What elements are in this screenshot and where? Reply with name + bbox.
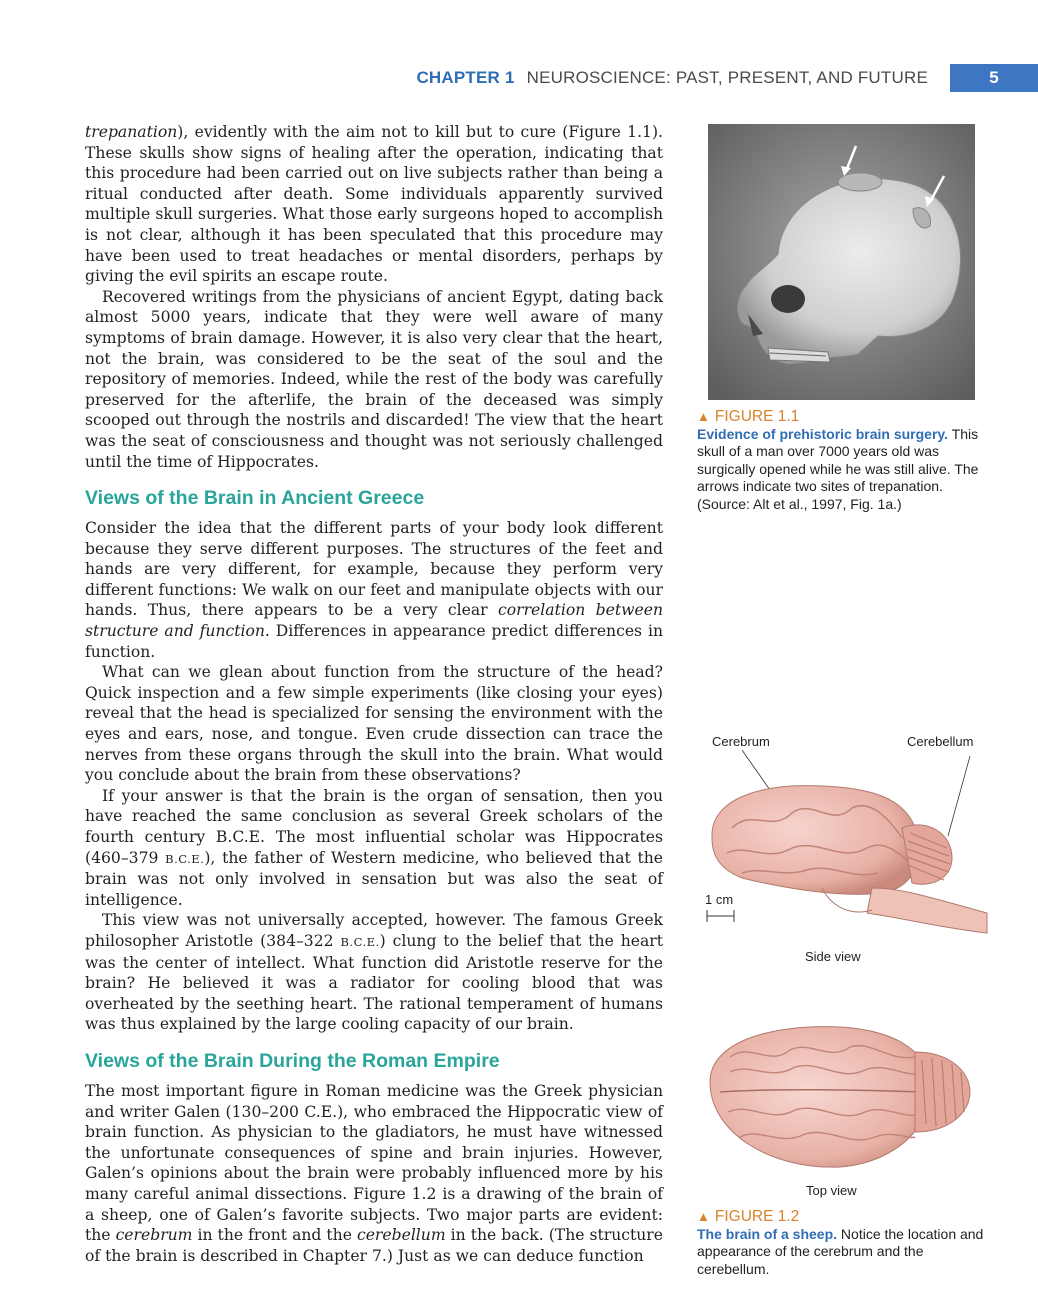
figure-2-caption (697, 1208, 997, 1278)
paragraph-text: . Differences in appearance predict differences in function. (85, 622, 663, 661)
caption-body (697, 426, 997, 514)
paragraph (85, 910, 663, 1035)
figure-number: FIGURE 1.1 (714, 408, 800, 425)
caption-title: Evidence of prehistoric brain surgery. (697, 425, 949, 442)
side-view-label: Side view (805, 949, 861, 964)
page-number: 5 (950, 64, 1038, 92)
paragraph: Recovered writings from the physicians of ancient Egypt, dating back almost 5000 years, indicate that they were well aware of many symptoms of brain damage. However, it is also very clear that the heart, not the brain, was considered to be the seat of the soul and the repository of memories. Indeed, while the rest of the body was carefully preserved for the afterlife, the brain of the deceased was simply scooped out through the nostrils and discarded! The view that the heart was the seat of consciousness and thought was not seriously challenged until the time of Hippocrates. (85, 287, 663, 471)
section-heading: Views of the Brain in Ancient Greece (85, 487, 425, 510)
italic-term: cerebellum (356, 1226, 446, 1245)
chapter-label: CHAPTER 1 (416, 68, 515, 87)
figure-label (697, 1208, 997, 1226)
figure-1-caption (697, 408, 997, 513)
paragraph-text: ) clung to the belief that the heart was the center of intellect. What function did Aristotle reserve for the brain? He believed it was a radiator for cooling blood that was overheated by the seething heart. The rational temperament of humans was thus explained by the large cooling capacity of our brain. (85, 931, 663, 1034)
caption-body (697, 1226, 997, 1279)
section-heading: Views of the Brain During the Roman Empire (85, 1049, 500, 1072)
paragraph (85, 786, 663, 911)
small-caps-era: B.C.E. (165, 851, 205, 866)
sheep-brain-top-view (700, 1012, 990, 1187)
label-cerebrum: Cerebrum (712, 734, 770, 749)
caption-title: The brain of a sheep. (697, 1225, 838, 1242)
italic-term: correlation between structure and function (85, 601, 663, 641)
top-view-label: Top view (806, 1183, 857, 1198)
triangle-icon: ▲ (697, 1209, 710, 1224)
paragraph-text: Consider the idea that the different parts of your body look different because they serve different purposes. The structures of the feet and hands are very different, for example, because they perform very different functions: We walk on our feet and manipulate objects with our hands. Thus, there appears to be a very clear (85, 519, 663, 620)
scale-bar-label: 1 cm (705, 892, 734, 907)
sheep-brain-side-view (702, 738, 992, 938)
paragraph (85, 518, 663, 662)
paragraph-text: ), the father of Western medicine, who believed that the brain was not only involved in sensation but was also the seat of intelligence. (85, 848, 663, 909)
figure-label (697, 408, 997, 426)
italic-term: cerebrum (115, 1226, 193, 1245)
caption-text: This skull of a man over 7000 years old was surgically opened while he was still alive. The arrows indicate two sites of trepanation. (Source: Alt et al., 1997, Fig. 1a.) (697, 425, 979, 512)
running-header (0, 64, 1038, 92)
paragraph (85, 1081, 663, 1266)
chapter-title: NEUROSCIENCE: PAST, PRESENT, AND FUTURE (526, 68, 928, 87)
paragraph-text: This view was not universally accepted, however. The famous Greek philosopher Aristotle (384–322 (85, 911, 663, 950)
italic-term: trepanation (85, 123, 178, 141)
paragraph-text: in the front and the (192, 1226, 357, 1245)
small-caps-era: B.C.E. (340, 934, 380, 949)
caption-text: Notice the location and appearance of the cerebrum and the cerebellum. (697, 1225, 984, 1277)
skull-photo (708, 124, 975, 400)
triangle-icon: ▲ (697, 409, 710, 424)
paragraph-text: The most important figure in Roman medicine was the Greek physician and writer Galen (130–200 C.E.), who embraced the Hippocratic view of brain function. As physician to the gladiators, he must have witnessed the unfortunate consequences of spine and brain injuries. However, Galen’s opinions about the brain were probably influenced more by his many careful animal dissections. Figure 1.2 is a drawing of the brain of a sheep, one of Galen’s favorite subjects. Two major parts are evident: the (85, 1081, 663, 1245)
main-text-column (85, 122, 663, 1266)
figure-number: FIGURE 1.2 (714, 1208, 800, 1225)
paragraph-text: If your answer is that the brain is the organ of sensation, then you have reached the same conclusion as several Greek scholars of the fourth century B.C.E. The most influential scholar was Hippocrates (460–379 (85, 786, 663, 867)
paragraph-text: in the back. (The structure of the brain is described in Chapter 7.) Just as we can deduce function (85, 1226, 663, 1265)
paragraph: What can we glean about function from the structure of the head? Quick inspection and a few simple experiments (like closing your eyes) reveal that the head is specialized for sensing the environment with the eyes and ears, nose, and tongue. Even crude dissection can trace the nerves from these organs through the skull into the brain. What would you conclude about the brain from these observations? (85, 663, 663, 785)
paragraph (85, 122, 663, 287)
chapter-heading (416, 68, 928, 88)
label-cerebellum: Cerebellum (907, 734, 974, 749)
paragraph-text: ), evidently with the aim not to kill but to cure (Figure 1.1). These skulls show signs of healing after the operation, indicating that this procedure had been carried out on live subjects rather than being a ritual conducted after death. Some individuals apparently survived multiple skull surgeries. What those early surgeons hoped to accomplish is not clear, although it has been speculated that this procedure may have been used to treat headaches or mental disorders, perhaps by giving the evil spirits an escape route. (85, 123, 663, 286)
